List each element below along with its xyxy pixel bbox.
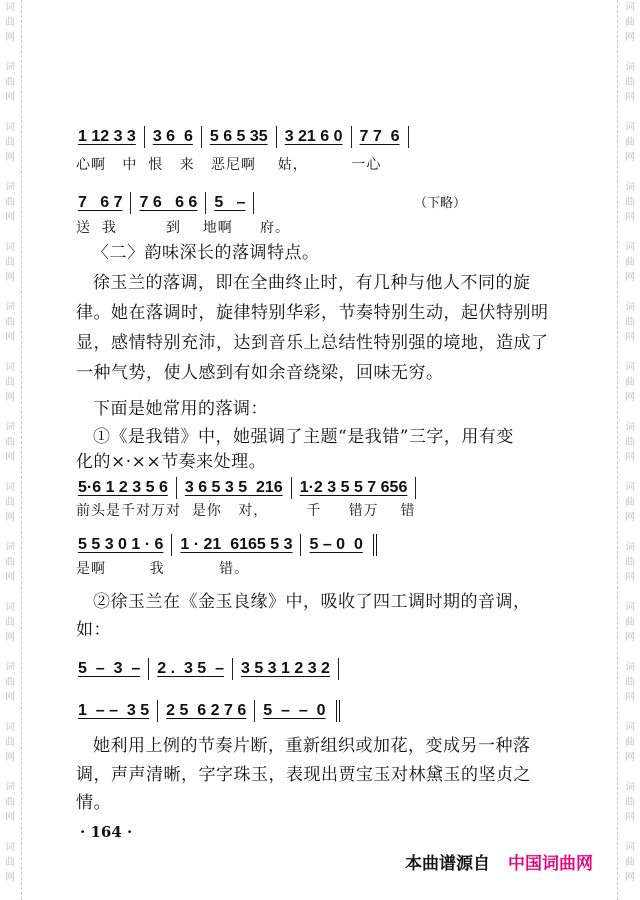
watermark-char: 网 bbox=[625, 812, 635, 823]
score-line-3 bbox=[76, 477, 416, 499]
watermark-char: 网 bbox=[625, 152, 635, 163]
watermark-char: 词 bbox=[5, 782, 15, 793]
watermark-char: 词 bbox=[5, 242, 15, 253]
watermark-char: 词 bbox=[625, 482, 635, 493]
watermark-char: 词 bbox=[5, 422, 15, 433]
watermark-char: 网 bbox=[625, 92, 635, 103]
measure: 1 – – 3 5 bbox=[76, 700, 158, 722]
watermark-char: 网 bbox=[625, 512, 635, 523]
paragraph-line: 下面是她常用的落调： bbox=[93, 399, 268, 419]
watermark-char: 曲 bbox=[5, 497, 15, 508]
watermark-char: 词 bbox=[625, 362, 635, 373]
measure: 5 5 3 0 1 · 6 bbox=[76, 534, 172, 556]
watermark-char: 网 bbox=[5, 212, 15, 223]
lyrics-line-2: 送 我 到 地啊 府。 bbox=[76, 220, 291, 236]
paragraph-line: 调，声声清晰，字字珠玉，表现出贾宝玉对林黛玉的坚贞之 bbox=[76, 765, 531, 785]
watermark-char: 词 bbox=[625, 422, 635, 433]
watermark-char: 曲 bbox=[625, 857, 635, 868]
measure: 1 12 3 3 bbox=[76, 126, 145, 148]
section-heading: 〈二〉韵味深长的落调特点。 bbox=[92, 243, 320, 263]
watermark-char: 曲 bbox=[5, 437, 15, 448]
watermark-char: 曲 bbox=[5, 17, 15, 28]
watermark-char: 曲 bbox=[625, 377, 635, 388]
watermark-char: 曲 bbox=[625, 437, 635, 448]
watermark-char: 网 bbox=[5, 572, 15, 583]
paragraph-line: 她利用上例的节奏片断，重新组织或加花，变成另一种落 bbox=[93, 736, 531, 756]
watermark-char: 词 bbox=[5, 542, 15, 553]
paragraph-line: 徐玉兰的落调，即在全曲终止时，有几种与他人不同的旋 bbox=[93, 273, 531, 293]
watermark-char: 曲 bbox=[5, 617, 15, 628]
watermark-char: 词 bbox=[625, 602, 635, 613]
measure: 5 – bbox=[206, 192, 254, 214]
watermark-char: 曲 bbox=[625, 257, 635, 268]
watermark-char: 词 bbox=[5, 482, 15, 493]
watermark-char: 词 bbox=[625, 62, 635, 73]
watermark-char: 网 bbox=[5, 392, 15, 403]
watermark-char: 词 bbox=[5, 722, 15, 733]
lyrics-line-4: 是啊 我 错。 bbox=[76, 561, 250, 577]
watermark-char: 网 bbox=[625, 392, 635, 403]
watermark-char: 词 bbox=[625, 302, 635, 313]
watermark-left bbox=[0, 0, 20, 900]
watermark-char: 网 bbox=[5, 452, 15, 463]
watermark-char: 词 bbox=[625, 722, 635, 733]
watermark-char: 词 bbox=[5, 2, 15, 13]
measure: 7 7 6 bbox=[352, 126, 409, 148]
source-footer bbox=[405, 853, 593, 875]
measure: 2 . 3 5 – bbox=[149, 658, 233, 680]
example-1-intro: 化的×·××节奏来处理。 bbox=[76, 452, 267, 472]
example-1-intro: ①《是我错》中，她强调了主题“是我错”三字，用有变 bbox=[93, 427, 514, 447]
watermark-char: 词 bbox=[5, 182, 15, 193]
watermark-char: 曲 bbox=[625, 497, 635, 508]
watermark-char: 词 bbox=[5, 662, 15, 673]
watermark-char: 曲 bbox=[5, 557, 15, 568]
measure: 7 6 6 6 bbox=[131, 192, 206, 214]
score-line-6 bbox=[76, 700, 340, 722]
watermark-char: 词 bbox=[625, 2, 635, 13]
watermark-char: 网 bbox=[5, 872, 15, 883]
measure: 3 21 6 0 bbox=[277, 126, 352, 148]
watermark-right bbox=[620, 0, 640, 900]
brand-link[interactable]: 中国词曲网 bbox=[508, 854, 593, 874]
watermark-char: 曲 bbox=[5, 737, 15, 748]
watermark-char: 曲 bbox=[5, 257, 15, 268]
margin-divider-right bbox=[617, 0, 618, 900]
paragraph-line: 显，感情特别充沛，达到音乐上总结性特别强的境地，造成了 bbox=[76, 333, 549, 353]
watermark-char: 网 bbox=[5, 152, 15, 163]
watermark-char: 网 bbox=[625, 212, 635, 223]
watermark-char: 词 bbox=[625, 662, 635, 673]
measure: 2 5 6 2 7 6 bbox=[158, 700, 255, 722]
watermark-char: 词 bbox=[625, 182, 635, 193]
watermark-char: 曲 bbox=[625, 617, 635, 628]
measure: 5·6 1 2 3 5 6 bbox=[76, 477, 177, 499]
watermark-char: 网 bbox=[5, 332, 15, 343]
watermark-char: 曲 bbox=[5, 677, 15, 688]
watermark-char: 网 bbox=[625, 632, 635, 643]
watermark-char: 曲 bbox=[5, 137, 15, 148]
paragraph-line: 律。她在落调时，旋律特别华彩，节奏特别生动，起伏特别明 bbox=[76, 303, 549, 323]
watermark-char: 曲 bbox=[625, 77, 635, 88]
measure: 5 – – 0 bbox=[255, 700, 339, 722]
watermark-char: 曲 bbox=[625, 137, 635, 148]
measure: 3 5 3 1 2 3 2 bbox=[233, 658, 339, 680]
watermark-char: 网 bbox=[625, 332, 635, 343]
watermark-char: 词 bbox=[5, 362, 15, 373]
watermark-char: 网 bbox=[5, 632, 15, 643]
watermark-char: 网 bbox=[5, 692, 15, 703]
measure: 5 6 5 35 bbox=[202, 126, 277, 148]
watermark-char: 词 bbox=[5, 62, 15, 73]
watermark-char: 网 bbox=[5, 812, 15, 823]
watermark-char: 曲 bbox=[625, 197, 635, 208]
watermark-char: 曲 bbox=[625, 17, 635, 28]
watermark-char: 词 bbox=[5, 122, 15, 133]
watermark-char: 曲 bbox=[5, 197, 15, 208]
watermark-char: 网 bbox=[625, 572, 635, 583]
paragraph-line: 一种气势，使人感到有如余音绕梁，回味无穷。 bbox=[76, 363, 444, 383]
watermark-char: 网 bbox=[5, 272, 15, 283]
watermark-char: 词 bbox=[625, 782, 635, 793]
watermark-char: 曲 bbox=[5, 77, 15, 88]
measure: 3 6 6 bbox=[145, 126, 202, 148]
watermark-char: 词 bbox=[625, 242, 635, 253]
example-2-intro: ②徐玉兰在《金玉良缘》中，吸收了四工调时期的音调， bbox=[93, 592, 531, 612]
example-2-intro: 如： bbox=[76, 620, 111, 640]
score-line-5 bbox=[76, 658, 339, 680]
watermark-char: 网 bbox=[625, 872, 635, 883]
watermark-char: 词 bbox=[5, 842, 15, 853]
omitted-note: （下略） bbox=[414, 196, 467, 211]
watermark-char: 词 bbox=[625, 842, 635, 853]
watermark-char: 网 bbox=[5, 32, 15, 43]
margin-divider-left bbox=[21, 0, 22, 900]
measure: 1 · 21 6165 5 3 bbox=[172, 534, 301, 556]
watermark-char: 曲 bbox=[625, 557, 635, 568]
watermark-char: 词 bbox=[625, 542, 635, 553]
watermark-char: 网 bbox=[5, 92, 15, 103]
watermark-char: 曲 bbox=[625, 797, 635, 808]
score-line-1 bbox=[76, 126, 409, 148]
watermark-char: 网 bbox=[625, 452, 635, 463]
watermark-char: 网 bbox=[625, 752, 635, 763]
watermark-char: 曲 bbox=[5, 377, 15, 388]
score-line-2 bbox=[76, 192, 254, 214]
watermark-char: 词 bbox=[625, 122, 635, 133]
watermark-char: 曲 bbox=[5, 857, 15, 868]
watermark-char: 网 bbox=[5, 752, 15, 763]
watermark-char: 曲 bbox=[5, 797, 15, 808]
watermark-char: 词 bbox=[5, 602, 15, 613]
score-line-4 bbox=[76, 534, 377, 556]
measure: 3 6 5 3 5 216 bbox=[177, 477, 292, 499]
watermark-char: 词 bbox=[5, 302, 15, 313]
watermark-char: 曲 bbox=[625, 317, 635, 328]
watermark-char: 网 bbox=[625, 272, 635, 283]
source-label: 本曲谱源自 bbox=[405, 854, 490, 874]
watermark-char: 曲 bbox=[625, 737, 635, 748]
paragraph-line: 情。 bbox=[76, 793, 111, 813]
measure: 5 – 0 0 bbox=[301, 534, 376, 556]
measure: 7 6 7 bbox=[76, 192, 131, 214]
watermark-char: 曲 bbox=[5, 317, 15, 328]
page-number: · 164 · bbox=[80, 823, 133, 841]
watermark-char: 曲 bbox=[625, 677, 635, 688]
lyrics-line-1: 心啊 中 恨 来 恶尼啊 姑， 一心 bbox=[76, 157, 382, 173]
watermark-char: 网 bbox=[625, 692, 635, 703]
lyrics-line-3: 前头是千对万对 是你 对， 千 错万 错 bbox=[76, 503, 416, 519]
watermark-char: 网 bbox=[5, 512, 15, 523]
measure: 1·2 3 5 5 7 656 bbox=[292, 477, 417, 499]
measure: 5 – 3 – bbox=[76, 658, 149, 680]
watermark-char: 网 bbox=[625, 32, 635, 43]
